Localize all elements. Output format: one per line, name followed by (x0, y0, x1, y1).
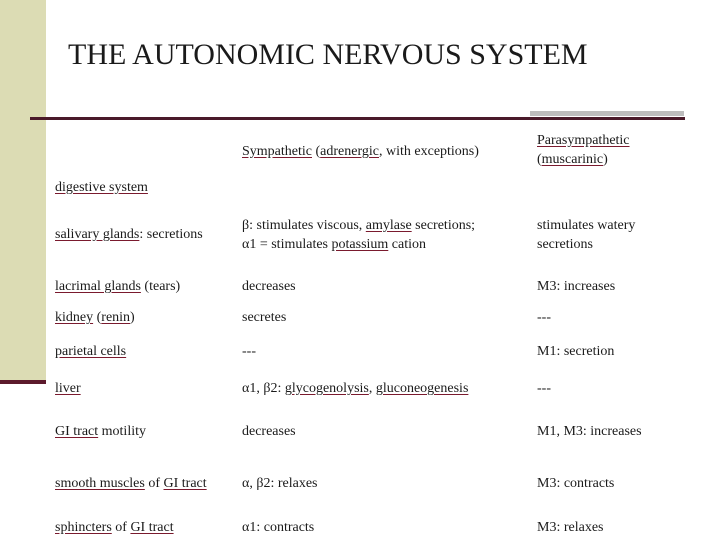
row-sphincters-organ: sphincters of GI tract (55, 520, 174, 535)
row-gi-motility-organ: GI tract motility (55, 424, 146, 439)
header-parasympathetic-term: Parasympathetic (537, 133, 630, 148)
row-parietal-parasympathetic: M1: secretion (537, 344, 615, 359)
header-muscarinic-term: muscarinic (541, 152, 604, 167)
row-lacrimal-sympathetic: decreases (242, 279, 296, 294)
row-liver-parasympathetic: --- (537, 381, 551, 396)
section-label: digestive system (55, 180, 148, 195)
row-parietal-sympathetic: --- (242, 344, 256, 359)
row-sphincters-parasympathetic: M3: relaxes (537, 520, 604, 535)
row-lacrimal-organ: lacrimal glands (tears) (55, 279, 181, 294)
row-gi-motility-sympathetic: decreases (242, 424, 296, 439)
row-smooth-muscle-sympathetic: α, β2: relaxes (242, 476, 318, 491)
row-lacrimal-parasympathetic: M3: increases (537, 279, 616, 294)
row-parietal-organ: parietal cells (55, 344, 127, 359)
row-salivary-sympathetic: β: stimulates viscous, amylase secretions; α1 = stimulates potassium cation (242, 218, 476, 252)
sidebar-accent-bar (0, 380, 46, 384)
row-salivary-parasympathetic: stimulates watery secretions (537, 218, 636, 252)
page-title: THE AUTONOMIC NERVOUS SYSTEM (68, 38, 588, 71)
title-rule (30, 117, 685, 120)
row-salivary-organ: salivary glands: secretions (55, 227, 203, 242)
row-liver-sympathetic: α1, β2: glycogenolysis, gluconeogenesis (242, 381, 469, 396)
header-sympathetic: Sympathetic (adrenergic, with exceptions) (242, 144, 479, 159)
header-parasympathetic: Parasympathetic (muscarinic) (537, 133, 630, 167)
sidebar-decoration (0, 0, 46, 382)
row-kidney-sympathetic: secretes (242, 310, 287, 325)
row-smooth-muscle-parasympathetic: M3: contracts (537, 476, 615, 491)
row-kidney-parasympathetic: --- (537, 310, 551, 325)
title-rule-shadow (530, 111, 684, 116)
row-sphincters-sympathetic: α1: contracts (242, 520, 315, 535)
header-adrenergic-term: adrenergic (320, 144, 379, 159)
row-liver-organ: liver (55, 381, 81, 396)
row-smooth-muscle-organ: smooth muscles of GI tract (55, 476, 207, 491)
header-sympathetic-term: Sympathetic (242, 144, 312, 159)
row-gi-motility-parasympathetic: M1, M3: increases (537, 424, 642, 439)
row-kidney-organ: kidney (renin) (55, 310, 135, 325)
